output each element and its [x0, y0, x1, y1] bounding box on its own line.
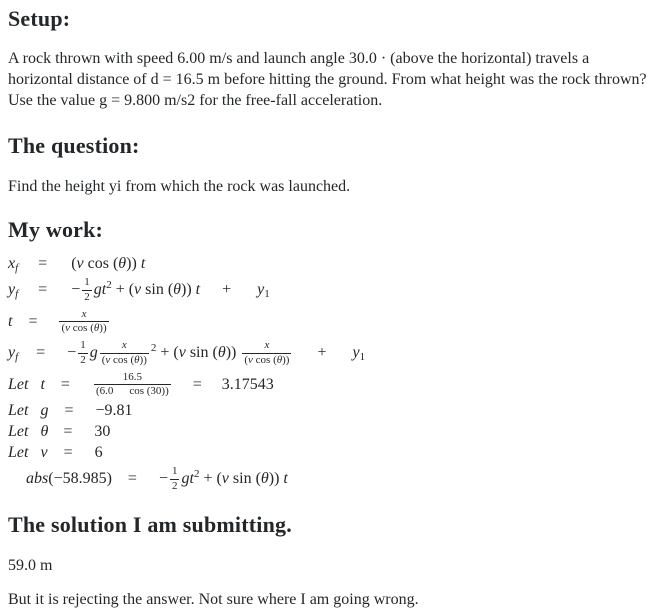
math-text: =	[28, 312, 38, 330]
math-text: + (	[156, 344, 179, 362]
math-text: θ	[40, 423, 49, 441]
math-text: 1	[80, 339, 86, 352]
math-text: =	[64, 402, 74, 420]
math-text: θ	[134, 353, 140, 366]
math-text: ))	[139, 353, 147, 366]
fraction-numerator	[170, 465, 180, 479]
math-text: x	[8, 255, 16, 273]
math-text: cos (	[252, 353, 277, 366]
math-text: t	[140, 255, 146, 273]
math-text: ))	[181, 281, 196, 299]
rejection-note: But it is rejecting the answer. Not sure where I am going wrong.	[8, 591, 419, 609]
math-text: sin (	[228, 470, 261, 488]
math-fraction	[78, 339, 88, 368]
math-text: cos (	[83, 255, 119, 273]
math-text: y	[257, 281, 265, 299]
math-fraction	[94, 371, 171, 400]
math-text: t	[40, 375, 45, 393]
math-text: =	[127, 470, 137, 488]
mywork-heading: My work:	[8, 216, 104, 242]
math-text: abs	[26, 470, 49, 488]
math-text: Let	[8, 423, 29, 441]
math-space	[45, 356, 67, 357]
math-text: t	[195, 281, 201, 299]
math-superscript: 2	[106, 279, 112, 292]
math-text: 2	[171, 479, 178, 492]
math-space	[18, 356, 36, 357]
math-text: −9.81	[95, 402, 133, 420]
math-space	[28, 435, 40, 436]
math-text: −	[158, 470, 168, 488]
math-row-4	[8, 339, 656, 368]
math-text: v	[40, 444, 48, 462]
math-text: (	[101, 353, 106, 366]
math-space	[48, 414, 64, 415]
question-paragraph: Find the height yi from which the rock was launched.	[8, 177, 351, 195]
math-space	[28, 456, 40, 457]
math-text: cos (30))	[129, 385, 169, 398]
math-space	[48, 435, 63, 436]
math-subscript: f	[15, 262, 19, 275]
math-space	[112, 482, 128, 483]
math-text: sin (	[185, 344, 218, 362]
math-space	[202, 388, 222, 389]
math-text: x	[264, 339, 270, 352]
math-fraction	[170, 465, 180, 494]
math-text: 6	[94, 444, 103, 462]
math-text: θ	[93, 322, 100, 335]
math-space	[72, 435, 94, 436]
math-text: (	[71, 255, 77, 273]
math-text: x	[121, 339, 127, 352]
fraction-numerator	[121, 371, 144, 385]
math-text: (−58.985)	[48, 470, 112, 488]
math-subscript: 1	[264, 288, 270, 301]
math-text: −	[71, 281, 81, 299]
fraction-denominator	[242, 353, 291, 368]
solution-heading: The solution I am submitting.	[8, 511, 292, 537]
fraction-denominator	[59, 321, 108, 336]
math-fraction	[82, 276, 92, 305]
math-superscript: 2	[193, 468, 200, 481]
math-space	[47, 293, 71, 294]
math-text: (	[244, 353, 249, 366]
math-text: t	[283, 470, 288, 488]
fraction-numerator	[80, 308, 89, 322]
math-text: t	[189, 470, 194, 488]
fraction-numerator	[82, 276, 92, 290]
math-text: 30	[94, 423, 111, 441]
math-text: ))	[282, 353, 290, 366]
fraction-denominator	[82, 290, 92, 305]
setup-paragraph: A rock thrown with speed 6.00 m/s and launch angle 30.0 · (above the horizontal) travels a horizontal distance of d = 16.5 m before hitting the ground. From what height was the rock thrown? Use the value g = 9.800 m/s2 for the free-fall acceleration.	[8, 50, 647, 110]
math-text: y	[352, 344, 360, 362]
math-text: ))	[126, 255, 141, 273]
math-text: Let	[8, 444, 29, 462]
math-space	[200, 293, 222, 294]
math-text: y	[8, 344, 16, 362]
math-row-7	[8, 423, 656, 441]
math-text: θ	[260, 470, 269, 488]
math-text: + (	[111, 281, 135, 299]
math-text: cos (	[70, 322, 94, 335]
math-text: 2	[80, 353, 86, 366]
math-space	[12, 325, 28, 326]
math-text: Let	[8, 402, 29, 420]
math-text: v	[65, 322, 71, 335]
math-text: θ	[173, 281, 182, 299]
math-text: 1	[171, 465, 178, 478]
math-text: =	[36, 344, 46, 362]
math-text: sin (	[141, 281, 174, 299]
math-text: v	[76, 255, 84, 273]
math-space	[137, 482, 159, 483]
math-text: (	[61, 322, 66, 335]
math-text: 16.5	[122, 370, 142, 383]
math-space	[37, 325, 57, 326]
math-text: +	[222, 281, 232, 299]
math-text: g	[89, 344, 98, 362]
math-text: =	[60, 375, 70, 393]
math-space	[293, 356, 317, 357]
fraction-denominator	[78, 353, 88, 368]
math-text: ))	[268, 470, 284, 488]
math-space	[45, 388, 61, 389]
math-text: =	[38, 255, 48, 273]
fraction-denominator	[100, 353, 149, 368]
math-text: (6.0	[95, 385, 114, 398]
math-text: 1	[84, 276, 90, 289]
math-text: v	[178, 344, 186, 362]
math-space	[18, 267, 38, 268]
fraction-denominator	[94, 384, 171, 399]
math-space	[70, 388, 92, 389]
math-subscript: 1	[359, 351, 366, 364]
math-subscript: f	[15, 288, 19, 301]
math-space	[18, 293, 38, 294]
math-block	[8, 255, 656, 494]
math-text: t	[8, 312, 13, 330]
math-text: y	[8, 281, 16, 299]
math-space	[327, 356, 353, 357]
math-text: +	[317, 344, 327, 362]
math-text: ))	[225, 344, 241, 362]
math-text: =	[63, 444, 73, 462]
fraction-numerator	[120, 339, 129, 353]
math-fraction	[59, 308, 108, 337]
math-space	[113, 393, 129, 394]
math-text: cos (	[110, 353, 135, 366]
math-text: v	[134, 281, 142, 299]
math-text: v	[248, 353, 253, 366]
fraction-numerator	[262, 339, 271, 353]
math-space	[173, 388, 193, 389]
math-text: 2	[84, 290, 90, 303]
math-text: =	[63, 423, 73, 441]
math-text: 3.17543	[221, 375, 274, 393]
math-text: t	[101, 281, 107, 299]
math-row-9	[8, 465, 656, 494]
math-space	[28, 388, 40, 389]
math-row-5	[8, 371, 656, 400]
math-row-8	[8, 444, 656, 462]
math-row-1	[8, 255, 656, 273]
solution-answer: 59.0 m	[8, 557, 53, 575]
setup-heading: Setup:	[8, 6, 71, 31]
math-text: + (	[199, 470, 222, 488]
math-text: −	[67, 344, 77, 362]
question-heading: The question:	[8, 133, 140, 159]
math-text: g	[93, 281, 102, 299]
math-space	[73, 414, 95, 415]
math-space	[47, 267, 71, 268]
math-text: ))	[99, 322, 107, 335]
math-fraction	[242, 339, 291, 368]
math-subscript: f	[15, 351, 19, 364]
math-text: v	[221, 470, 229, 488]
math-space	[73, 456, 95, 457]
math-text: =	[38, 281, 48, 299]
math-fraction	[100, 339, 149, 368]
fraction-numerator	[78, 339, 88, 353]
math-space	[48, 456, 64, 457]
math-text: θ	[276, 353, 283, 366]
math-text: v	[105, 353, 111, 366]
math-text: g	[40, 402, 49, 420]
math-row-6	[8, 402, 656, 420]
math-space	[231, 293, 257, 294]
math-text: θ	[217, 344, 226, 362]
math-superscript: 2	[150, 342, 157, 355]
math-text: x	[81, 307, 87, 320]
math-space	[28, 414, 40, 415]
fraction-denominator	[170, 479, 180, 494]
math-text: Let	[8, 375, 29, 393]
math-text: θ	[118, 255, 127, 273]
math-row-3	[8, 308, 656, 337]
math-text: g	[181, 470, 190, 488]
math-row-2	[8, 276, 656, 305]
math-text: =	[192, 375, 202, 393]
